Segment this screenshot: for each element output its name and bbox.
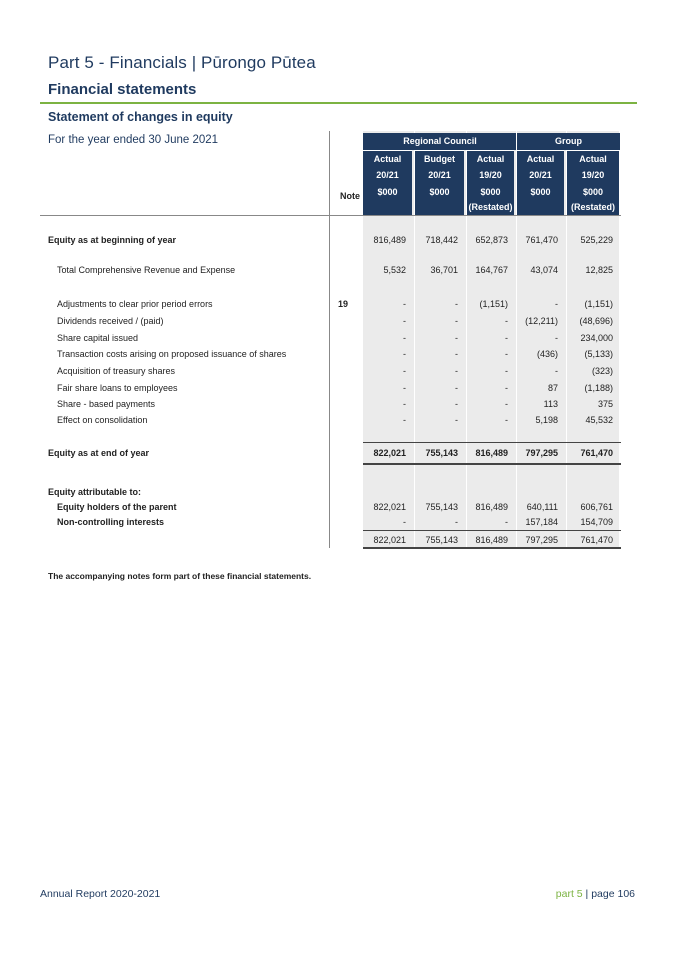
value-cell: 164,767 bbox=[475, 265, 508, 275]
row-label: Transaction costs arising on proposed issuance of shares bbox=[57, 349, 287, 359]
note-reference: 19 bbox=[337, 299, 348, 309]
value-cell: - bbox=[455, 415, 458, 425]
value-cell: - bbox=[505, 415, 508, 425]
value-cell: (1,151) bbox=[584, 299, 613, 309]
value-cell: (323) bbox=[591, 366, 613, 376]
value-cell: 755,143 bbox=[425, 448, 458, 458]
footer-report-title: Annual Report 2020-2021 bbox=[40, 888, 161, 900]
value-cell: - bbox=[403, 333, 406, 343]
row-label: Equity attributable to: bbox=[48, 487, 141, 497]
section-title: Financial statements bbox=[48, 81, 197, 98]
value-cell: 797,295 bbox=[525, 448, 558, 458]
footer-page-info bbox=[556, 888, 635, 900]
value-cell: - bbox=[403, 349, 406, 359]
footer-part: part 5 bbox=[555, 888, 583, 900]
value-cell: 234,000 bbox=[580, 333, 613, 343]
value-cell: 755,143 bbox=[425, 502, 458, 512]
value-cell: - bbox=[403, 316, 406, 326]
value-cell: 525,229 bbox=[580, 235, 613, 245]
column-header-l4: (Restated) bbox=[567, 199, 619, 215]
value-cell: - bbox=[555, 333, 558, 343]
value-cell: 12,825 bbox=[585, 265, 613, 275]
total-rule bbox=[363, 463, 621, 465]
value-cell: - bbox=[455, 299, 458, 309]
value-cell: 113 bbox=[543, 399, 558, 409]
row-label: Equity as at beginning of year bbox=[48, 235, 177, 245]
value-cell: - bbox=[505, 366, 508, 376]
value-cell: - bbox=[455, 333, 458, 343]
value-cell: - bbox=[505, 333, 508, 343]
row-label: Acquisition of treasury shares bbox=[57, 366, 176, 376]
value-cell: 761,470 bbox=[580, 535, 613, 545]
column-header-l3: $000 bbox=[517, 184, 564, 201]
statement-title: Statement of changes in equity bbox=[48, 110, 233, 124]
value-cell: (1,188) bbox=[584, 383, 613, 393]
value-cell: 36,701 bbox=[430, 265, 458, 275]
value-cell: - bbox=[555, 299, 558, 309]
value-cell: - bbox=[505, 316, 508, 326]
footer-separator: | bbox=[585, 888, 589, 900]
value-cell: 640,111 bbox=[526, 502, 558, 512]
header-separator bbox=[566, 150, 567, 215]
value-cell: - bbox=[455, 399, 458, 409]
value-cell: 761,470 bbox=[525, 235, 558, 245]
row-label: Share capital issued bbox=[57, 333, 139, 343]
value-cell: 822,021 bbox=[373, 502, 406, 512]
value-cell: 822,021 bbox=[373, 535, 406, 545]
row-label: Equity holders of the parent bbox=[57, 502, 177, 512]
column-header-l2: 19/20 bbox=[467, 167, 514, 184]
header-regional-council: Regional Council bbox=[363, 133, 517, 150]
value-cell: - bbox=[403, 366, 406, 376]
header-separator bbox=[414, 150, 415, 215]
value-cell: - bbox=[455, 349, 458, 359]
subtotal-rule bbox=[363, 530, 621, 531]
row-label: Effect on consolidation bbox=[57, 415, 148, 425]
value-cell: 157,184 bbox=[525, 517, 558, 527]
column-header-l4 bbox=[415, 199, 464, 215]
value-cell: 816,489 bbox=[475, 535, 508, 545]
value-cell: 5,532 bbox=[383, 265, 406, 275]
value-cell: (12,211) bbox=[525, 316, 558, 326]
value-cell: 816,489 bbox=[373, 235, 406, 245]
row-label: Fair share loans to employees bbox=[57, 383, 178, 393]
column-header-l2: 20/21 bbox=[415, 167, 464, 184]
note-column-header: Note bbox=[340, 191, 360, 201]
column-header-l1: Budget bbox=[415, 150, 464, 168]
column-header-l2: 20/21 bbox=[363, 167, 412, 184]
value-cell: - bbox=[505, 349, 508, 359]
table-divider bbox=[329, 131, 330, 548]
row-label: Dividends received / (paid) bbox=[57, 316, 164, 326]
row-label: Adjustments to clear prior period errors bbox=[57, 299, 213, 309]
value-cell: 87 bbox=[547, 383, 558, 393]
column-header-l3: $000 bbox=[415, 184, 464, 201]
column-header-l3: $000 bbox=[567, 184, 619, 201]
value-cell: - bbox=[403, 517, 406, 527]
value-cell: - bbox=[455, 383, 458, 393]
part-title: Part 5 - Financials | Pūrongo Pūtea bbox=[48, 53, 316, 72]
value-cell: 652,873 bbox=[475, 235, 508, 245]
header-group: Group bbox=[517, 133, 620, 150]
value-cell: - bbox=[403, 399, 406, 409]
row-label: Equity as at end of year bbox=[48, 448, 150, 458]
column-header-l3: $000 bbox=[363, 184, 412, 201]
value-cell: 797,295 bbox=[525, 535, 558, 545]
column-header-l1: Actual bbox=[567, 150, 619, 168]
value-cell: 816,489 bbox=[475, 448, 508, 458]
footnote: The accompanying notes form part of these financial statements. bbox=[48, 571, 312, 581]
column-header-l2: 19/20 bbox=[567, 167, 619, 184]
value-cell: 755,143 bbox=[425, 535, 458, 545]
value-cell: (436) bbox=[536, 349, 558, 359]
column-header-l4 bbox=[363, 199, 412, 215]
value-cell: 606,761 bbox=[580, 502, 613, 512]
title-rule bbox=[40, 102, 637, 104]
value-cell: (5,133) bbox=[584, 349, 613, 359]
column-header-l1: Actual bbox=[467, 150, 514, 168]
value-cell: - bbox=[505, 399, 508, 409]
value-cell: - bbox=[455, 316, 458, 326]
footer-page-number: page 106 bbox=[591, 888, 635, 900]
value-cell: 816,489 bbox=[475, 502, 508, 512]
value-cell: - bbox=[455, 517, 458, 527]
period-label: For the year ended 30 June 2021 bbox=[48, 134, 219, 146]
value-cell: 5,198 bbox=[535, 415, 558, 425]
column-header-l4 bbox=[517, 199, 564, 215]
value-cell: - bbox=[403, 415, 406, 425]
value-cell: 154,709 bbox=[580, 517, 613, 527]
value-cell: - bbox=[403, 383, 406, 393]
value-cell: 718,442 bbox=[425, 235, 458, 245]
column-header-l4: (Restated) bbox=[467, 199, 514, 215]
value-cell: 761,470 bbox=[580, 448, 613, 458]
subtotal-rule bbox=[363, 442, 621, 443]
value-cell: - bbox=[455, 366, 458, 376]
row-label: Share - based payments bbox=[57, 399, 156, 409]
value-cell: - bbox=[555, 366, 558, 376]
value-cell: 45,532 bbox=[585, 415, 613, 425]
column-header-l2: 20/21 bbox=[517, 167, 564, 184]
value-cell: (48,696) bbox=[579, 316, 613, 326]
column-header-l1: Actual bbox=[517, 150, 564, 168]
table-top-rule bbox=[40, 215, 621, 216]
value-cell: - bbox=[505, 517, 508, 527]
value-cell: - bbox=[505, 383, 508, 393]
value-cell: 822,021 bbox=[373, 448, 406, 458]
total-rule bbox=[363, 547, 621, 549]
column-header-l1: Actual bbox=[363, 150, 412, 168]
row-label: Non-controlling interests bbox=[57, 517, 165, 527]
column-header-l3: $000 bbox=[467, 184, 514, 201]
value-cell: 43,074 bbox=[530, 265, 558, 275]
header-separator bbox=[466, 150, 467, 215]
header-separator bbox=[516, 133, 517, 215]
value-cell: (1,151) bbox=[479, 299, 508, 309]
row-label: Total Comprehensive Revenue and Expense bbox=[57, 265, 236, 275]
value-cell: - bbox=[403, 299, 406, 309]
value-cell: 375 bbox=[597, 399, 613, 409]
